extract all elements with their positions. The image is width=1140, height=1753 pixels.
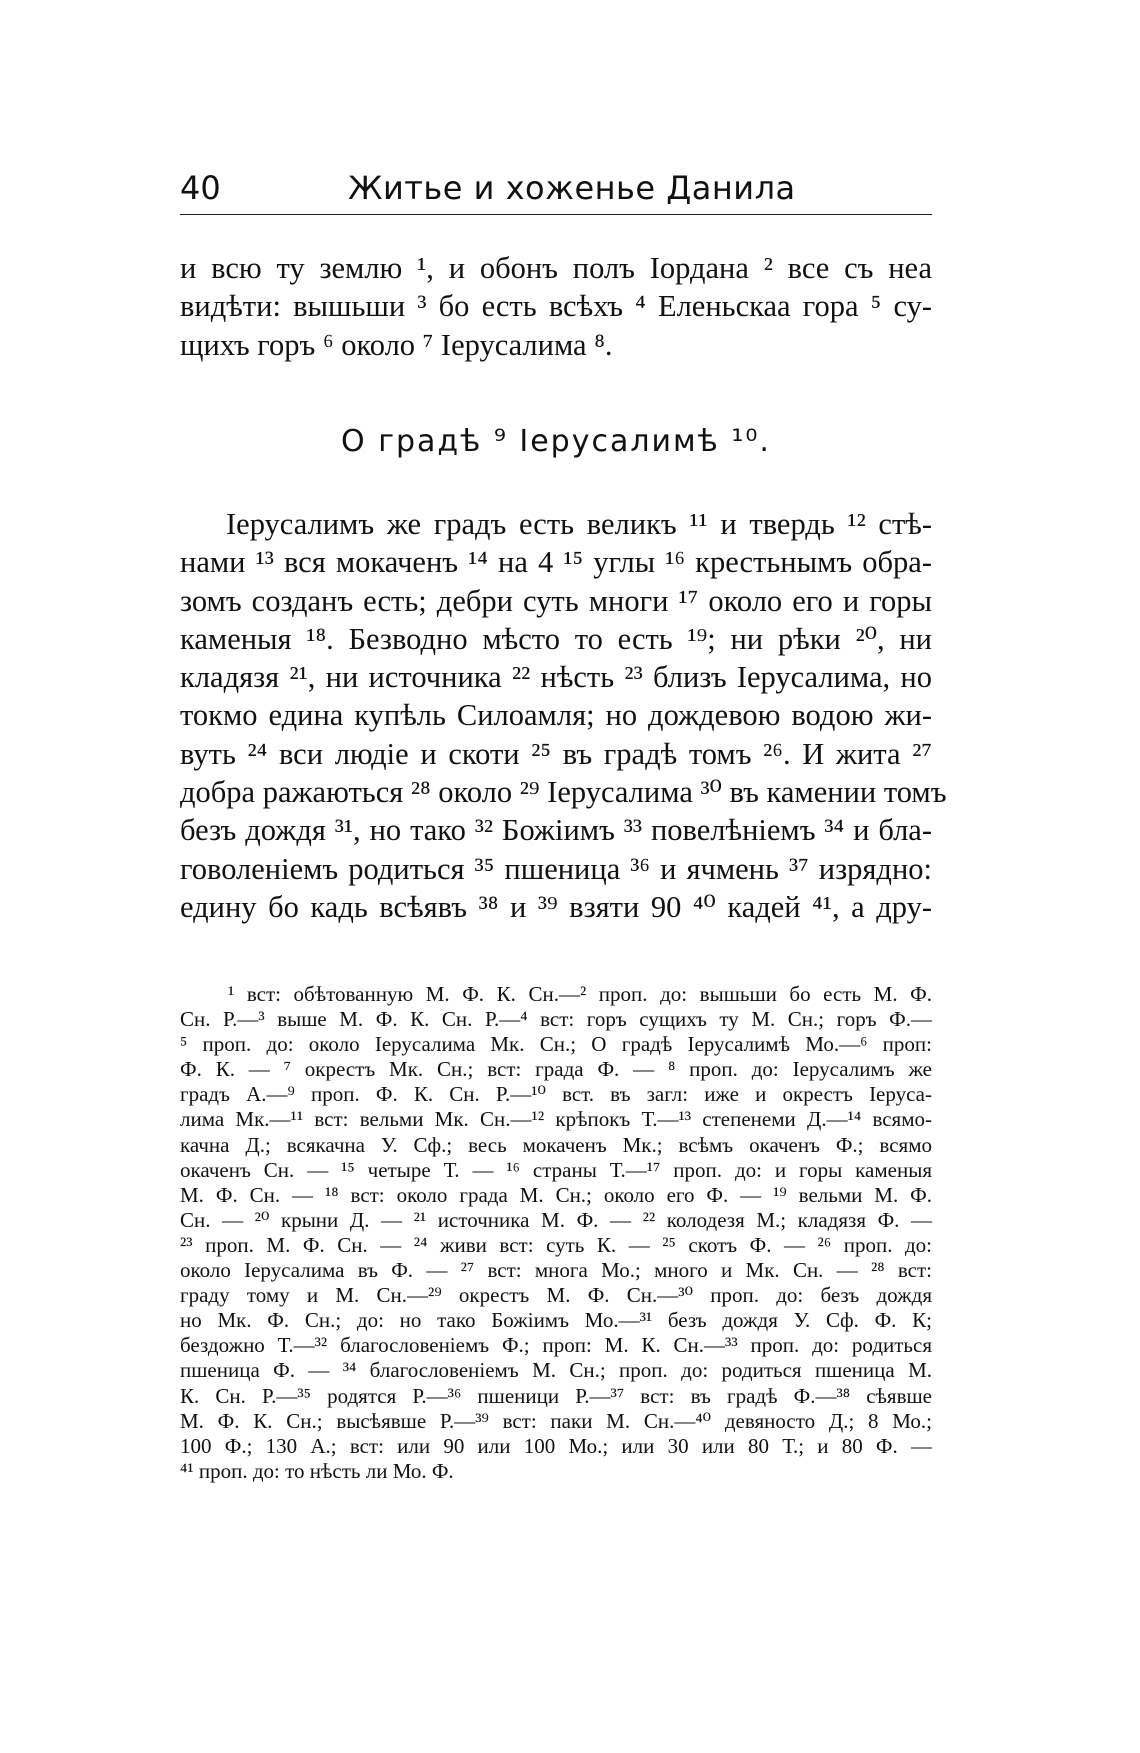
footnote-line: ¹ вст: обѣтованную М. Ф. К. Сн.—² проп. до: вышьши бо есть М. Ф. <box>228 982 932 1006</box>
section-heading: О градѣ ⁹ Іерусалимѣ ¹⁰. <box>341 424 771 459</box>
footnote-line: ⁴¹ проп. до: то нѣсть ли Мо. Ф. <box>180 1458 454 1483</box>
text-line: Іерусалимъ же градъ есть великъ ¹¹ и твердь ¹² стѣ- <box>226 507 932 541</box>
text-line: вуть ²⁴ вси людіе и скоти ²⁵ въ градѣ томъ ²⁶. И жита ²⁷ <box>180 736 932 771</box>
text-line: кладязя ²¹, ни источника ²² нѣсть ²³ близъ Іерусалима, но <box>180 660 932 695</box>
text-line: нами ¹³ вся мокаченъ ¹⁴ на 4 ¹⁵ углы ¹⁶ крестьнымъ обра- <box>180 545 932 580</box>
footnote-line: лима Мк.—¹¹ вст: вельми Мк. Сн.—¹² крѣпокъ Т.—¹³ степенеми Д.—¹⁴ всямо- <box>180 1107 932 1132</box>
footnote-line: но Мк. Ф. Сн.; до: но тако Божіимъ Мо.—³¹ безъ дождя У. Сф. Ф. К; <box>180 1308 932 1333</box>
running-head <box>180 166 932 215</box>
intro-paragraph <box>180 249 932 364</box>
footnote-line: пшеница Ф. — ³⁴ благословеніемъ М. Сн.; проп. до: родиться пшеница М. <box>180 1358 932 1383</box>
footnote-line: бездожно Т.—³² благословеніемъ Ф.; проп: М. К. Сн.—³³ проп. до: родиться <box>180 1333 932 1358</box>
text-line: и всю ту землю ¹, и обонъ полъ Іордана ² все съ неа <box>180 251 932 285</box>
footnote-line: М. Ф. К. Сн.; высѣявше Р.—³⁹ вст: паки М. Сн.—⁴⁰ девяносто Д.; 8 Мо.; <box>180 1408 932 1433</box>
footnote-line: ⁵ проп. до: около Іерусалима Мк. Сн.; О градѣ Іерусалимѣ Мо.—⁶ проп: <box>180 1032 932 1057</box>
text-line: щихъ горъ ⁶ около ⁷ Іерусалима ⁸. <box>180 327 613 362</box>
text-line: добра ражаються ²⁸ около ²⁹ Іерусалима ³⁰ въ камении томъ <box>180 775 947 810</box>
text-line: каменыя ¹⁸. Безводно мѣсто то есть ¹⁹; ни рѣки ²⁰, ни <box>180 621 932 656</box>
text-line: токмо едина купѣль Силоамля; но дождевою водою жи- <box>180 698 932 733</box>
footnote-line: М. Ф. Сн. — ¹⁸ вст: около града М. Сн.; около его Ф. — ¹⁹ вельми М. Ф. <box>180 1182 932 1207</box>
footnotes <box>180 982 932 1484</box>
text-line: говоленіемъ родиться ³⁵ пшеница ³⁶ и ячмень ³⁷ изрядно: <box>180 851 932 886</box>
footnote-line: качна Д.; всякачна У. Сф.; весь мокаченъ Мк.; всѣмъ окаченъ Ф.; всямо <box>180 1132 932 1157</box>
text-line: безъ дождя ³¹, но тако ³² Божіимъ ³³ повелѣніемъ ³⁴ и бла- <box>180 813 932 848</box>
footnote-line: градъ А.—⁹ проп. Ф. К. Сн. Р.—¹⁰ вст. въ загл: иже и окрестъ Іеруса- <box>180 1082 932 1107</box>
footnote-line: окаченъ Сн. — ¹⁵ четыре Т. — ¹⁶ страны Т.—¹⁷ проп. до: и горы каменыя <box>180 1157 932 1182</box>
footnote-line: Сн. — ²⁰ крыни Д. — ²¹ источника М. Ф. — ²² колодезя М.; кладязя Ф. — <box>180 1207 932 1232</box>
footnote-line: Сн. Р.—³ выше М. Ф. К. Сн. Р.—⁴ вст: горъ сущихъ ту М. Сн.; горъ Ф.— <box>180 1007 932 1032</box>
text-line: едину бо кадь всѣявъ ³⁸ и ³⁹ взяти 90 ⁴⁰ кадей ⁴¹, а дру- <box>180 889 932 924</box>
footnote-line: около Іерусалима въ Ф. — ²⁷ вст: многа Мо.; много и Мк. Сн. — ²⁸ вст: <box>180 1258 932 1283</box>
footnote-line: К. Сн. Р.—³⁵ родятся Р.—³⁶ пшеници Р.—³⁷ вст: въ градѣ Ф.—³⁸ сѣявше <box>180 1383 932 1408</box>
footnote-line: 100 Ф.; 130 А.; вст: или 90 или 100 Мо.; или 30 или 80 Т.; и 80 Ф. — <box>180 1433 932 1458</box>
running-title: Житье и хоженье Данила <box>348 169 796 207</box>
text-line: зомъ созданъ есть; дебри суть многи ¹⁷ около его и горы <box>180 583 932 618</box>
footnote-line: ²³ проп. М. Ф. Сн. — ²⁴ живи вст: суть К. — ²⁵ скотъ Ф. — ²⁶ проп. до: <box>180 1232 932 1257</box>
footnote-line: Ф. К. — ⁷ окрестъ Мк. Сн.; вст: града Ф. — ⁸ проп. до: Іерусалимъ же <box>180 1057 932 1082</box>
text-line: видѣти: вышьши ³ бо есть всѣхъ ⁴ Еленьскаа гора ⁵ су- <box>180 289 932 324</box>
page-number: 40 <box>180 169 221 207</box>
main-paragraph <box>180 505 947 926</box>
footnote-line: граду тому и М. Сн.—²⁹ окрестъ М. Ф. Сн.—³⁰ проп. до: безъ дождя <box>180 1283 932 1308</box>
